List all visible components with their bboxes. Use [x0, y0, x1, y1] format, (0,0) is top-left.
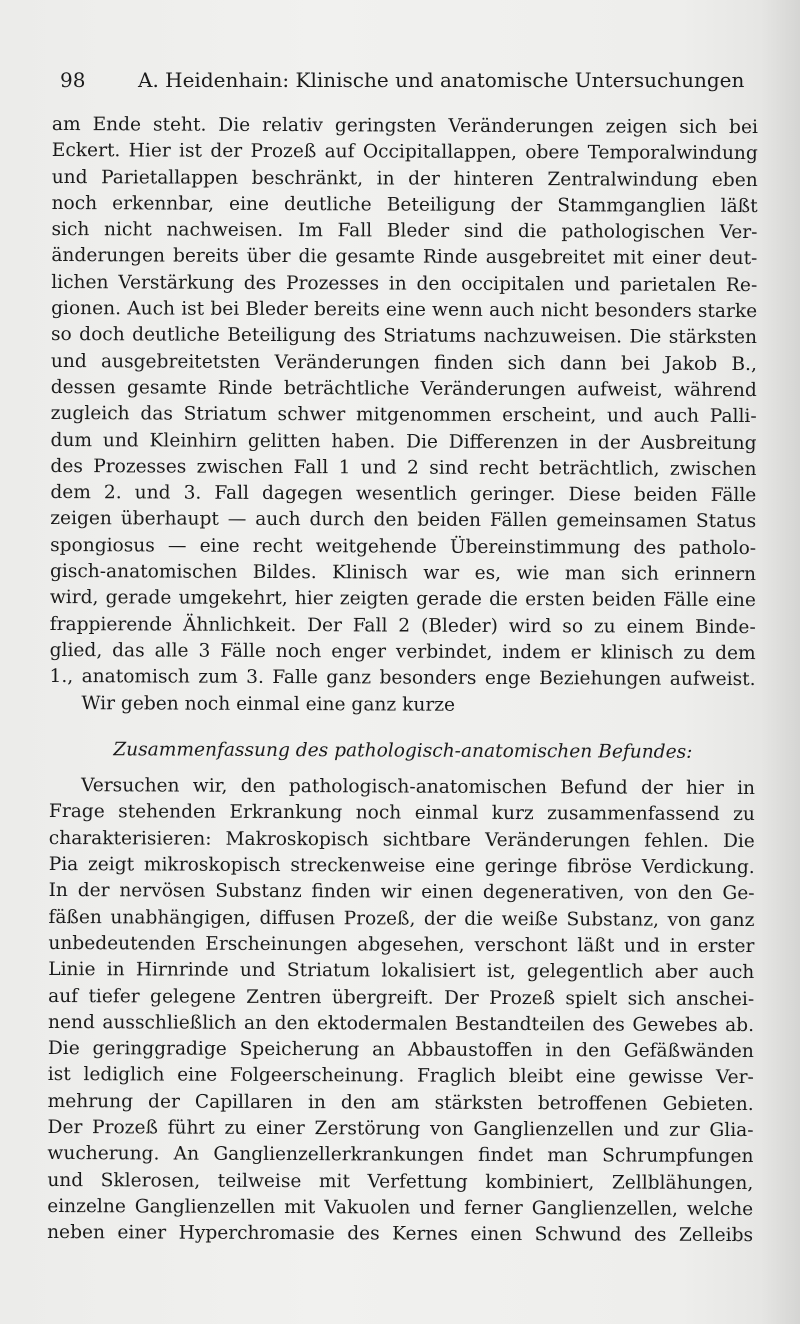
text-line: zugleich das Striatum schwer mitgenommen erscheint, und auch Palli-	[50, 403, 757, 428]
paragraph-1	[49, 112, 758, 694]
text-line: In der nervösen Substanz finden wir einen degenerativen, von den Ge-	[48, 880, 755, 905]
text-line: dem 2. und 3. Fall dagegen wesentlich geringer. Diese beiden Fälle	[50, 482, 757, 507]
page-number: 98	[60, 68, 86, 92]
text-line: gionen. Auch ist bei Bleder bereits eine wenn auch nicht besonders starke	[51, 298, 758, 323]
text-line: neben einer Hyperchromasie des Kernes einen Schwund des Zelleibs	[47, 1222, 754, 1247]
text-line: zeigen überhaupt — auch durch den beiden Fällen gemeinsamen Status	[50, 508, 757, 533]
text-line: sich nicht nachweisen. Im Fall Bleder sind die pathologischen Ver-	[51, 219, 758, 244]
paragraph-2	[47, 773, 755, 1249]
text-line: und ausgebreitetsten Veränderungen finden sich dann bei Jakob B.,	[50, 350, 757, 375]
running-header	[60, 68, 760, 92]
text-line: am Ende steht. Die relativ geringsten Veränderungen zeigen sich bei	[51, 113, 758, 139]
running-title: A. Heidenhain: Klinische und anatomische Untersuchungen	[138, 68, 745, 92]
text-line: spongiosus — eine recht weitgehende Übereinstimmung des patholo-	[50, 534, 757, 559]
text-line: ist lediglich eine Folgeerscheinung. Fraglich bleibt eine gewisse Ver-	[47, 1064, 754, 1089]
text-line: Linie in Hirnrinde und Striatum lokalisiert ist, gelegentlich aber auch	[48, 959, 755, 984]
text-line: so doch deutliche Beteiligung des Striatums nachzuweisen. Die stärksten	[50, 324, 758, 349]
text-line: lichen Verstärkung des Prozesses in den occipitalen und parietalen Re-	[51, 271, 758, 296]
gutter-shadow	[760, 0, 800, 1324]
text-line: Der Prozeß führt zu einer Zerstörung von Ganglienzellen und zur Glia-	[47, 1116, 754, 1142]
text-line: charakterisieren: Makroskopisch sichtbare Veränderungen fehlen. Die	[48, 827, 755, 852]
text-line: auf tiefer gelegene Zentren übergreift. Der Prozeß spielt sich anschei-	[48, 985, 755, 1010]
text-line: gisch-anatomischen Bildes. Klinisch war es, wie man sich erinnern	[49, 561, 757, 586]
text-line: wird, gerade umgekehrt, hier zeigten gerade die ersten beiden Fälle eine	[49, 587, 756, 612]
text-line: nend ausschließlich an den ektodermalen Bestandteilen des Gewebes ab.	[47, 1011, 755, 1036]
text-line: Versuchen wir, den pathologisch-anatomischen Befund der hier in	[81, 775, 756, 800]
text-line: frappierende Ähnlichkeit. Der Fall 2 (Bleder) wird so zu einem Binde-	[49, 613, 756, 638]
lead-in-line: Wir geben noch einmal eine ganz kurze	[81, 692, 456, 716]
text-line: einzelne Ganglienzellen mit Vakuolen und ferner Ganglienzellen, welche	[47, 1195, 754, 1220]
text-line: des Prozesses zwischen Fall 1 und 2 sind recht beträchtlich, zwischen	[50, 455, 757, 480]
text-line: Pia zeigt mikroskopisch streckenweise eine geringe fibröse Verdickung.	[48, 854, 755, 879]
text-line: unbedeutenden Erscheinungen abgesehen, verschont läßt und in erster	[48, 932, 755, 957]
text-line: Eckert. Hier ist der Prozeß auf Occipitallappen, obere Temporalwindung	[51, 140, 758, 165]
text-line: mehrung der Capillaren in den am stärksten betroffenen Gebieten.	[47, 1090, 754, 1115]
text-line: 1., anatomisch zum 3. Falle ganz besonders enge Beziehungen aufweist.	[49, 666, 756, 691]
text-line: änderungen bereits über die gesamte Rinde ausgebreitet mit einer deut-	[51, 245, 758, 270]
text-line: Die geringgradige Speicherung an Abbaustoffen in den Gefäßwänden	[47, 1038, 754, 1063]
text-line: und Parietallappen beschränkt, in der hinteren Zentralwindung eben	[51, 166, 758, 191]
text-line: glied, das alle 3 Fälle noch enger verbindet, indem er klinisch zu dem	[49, 639, 756, 665]
text-line: dum und Kleinhirn gelitten haben. Die Differenzen in der Ausbreitung	[50, 429, 757, 454]
text-line: fäßen unabhängigen, diffusen Prozeß, der die weiße Substanz, von ganz	[48, 906, 755, 931]
section-heading: Zusammenfassung des pathologisch-anatomischen Befundes:	[113, 739, 693, 763]
body-text	[47, 112, 758, 1250]
text-line: dessen gesamte Rinde beträchtliche Veränderungen aufweist, während	[50, 376, 757, 402]
text-line: Frage stehenden Erkrankung noch einmal kurz zusammenfassend zu	[48, 801, 755, 826]
text-line: und Sklerosen, teilweise mit Verfettung kombiniert, Zellblähungen,	[47, 1169, 754, 1194]
text-line: noch erkennbar, eine deutliche Beteiligung der Stammganglien läßt	[51, 192, 758, 217]
text-line: wucherung. An Ganglienzellerkrankungen findet man Schrumpfungen	[47, 1143, 754, 1168]
